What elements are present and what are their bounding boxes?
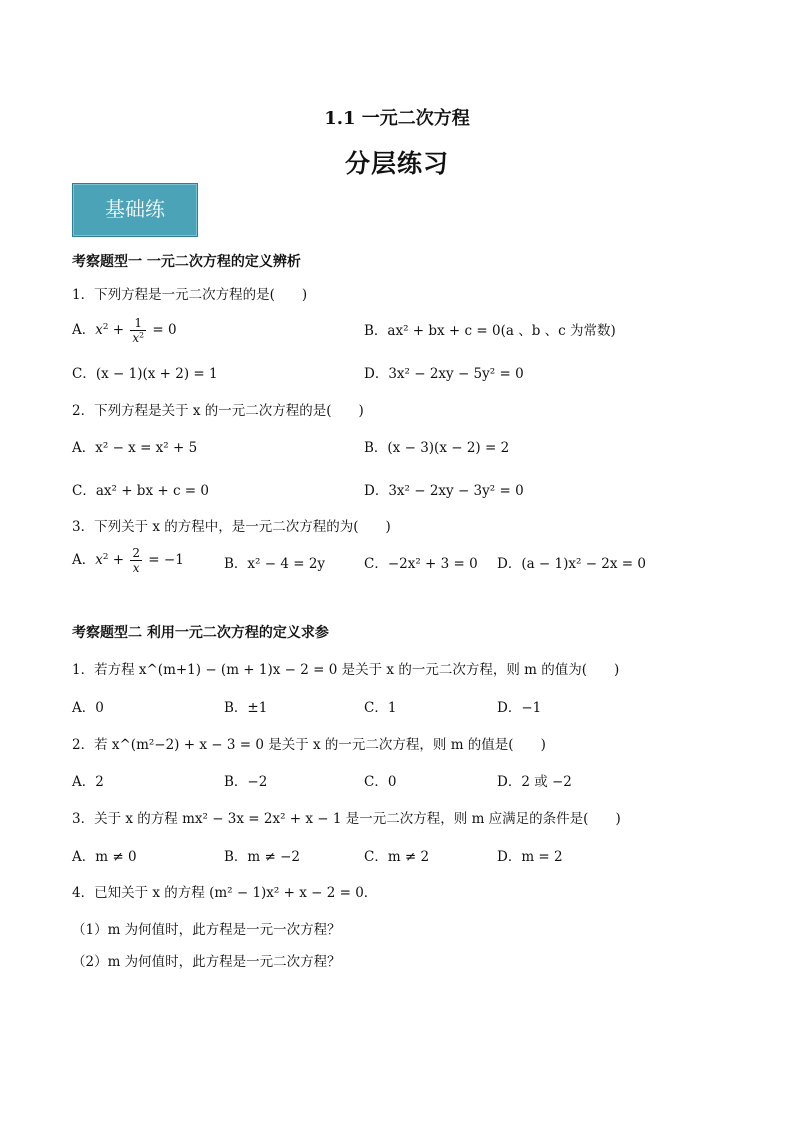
option-b: B．ax² + bx + c = 0(a 、b 、c 为常数) <box>364 323 616 339</box>
option-c: C．m ≠ 2 <box>364 849 430 865</box>
option-c: C．ax² + bx + c = 0 <box>72 483 209 499</box>
option-a: A．$x^2$ + $\frac{1}{x^2}$ = 0 <box>72 316 177 345</box>
question-stem: 4．已知关于 x 的方程 (m² − 1)x² + x − 2 = 0． <box>72 885 378 901</box>
option-a: A．2 <box>72 774 104 790</box>
option-b: B．(x − 3)(x − 2) = 2 <box>364 440 510 456</box>
option-a: A．0 <box>72 700 104 716</box>
question-stem: 2．下列方程是关于 x 的一元二次方程的是( ) <box>72 403 364 419</box>
option-d: D．m = 2 <box>497 849 563 865</box>
section-heading-2: 考察题型二 利用一元二次方程的定义求参 <box>72 625 329 641</box>
question-stem: 2．若 x^(m²−2) + x − 3 = 0 是关于 x 的一元二次方程，则 m 的值是( ) <box>72 737 546 753</box>
question-stem: 3．下列关于 x 的方程中，是一元二次方程的为( ) <box>72 519 391 535</box>
option-d: D．−1 <box>497 700 542 716</box>
option-d: D．2 或 −2 <box>497 774 572 790</box>
option-c: C．1 <box>364 700 397 716</box>
option-a: A．m ≠ 0 <box>72 849 137 865</box>
question-stem: 3．关于 x 的方程 mx² − 3x = 2x² + x − 1 是一元二次方程，则 m 应满足的条件是( ) <box>72 811 621 827</box>
option-b: B．±1 <box>224 700 268 716</box>
level-badge: 基础练 <box>72 183 198 237</box>
option-c: C．−2x² + 3 = 0 <box>364 556 478 572</box>
page-title: 1.1 一元二次方程 <box>324 108 470 129</box>
option-b: B．m ≠ −2 <box>224 849 301 865</box>
sub-question: （2）m 为何值时，此方程是一元二次方程？ <box>72 954 341 970</box>
option-d: D．(a − 1)x² − 2x = 0 <box>497 556 646 572</box>
question-stem: 1．下列方程是一元二次方程的是( ) <box>72 287 308 303</box>
page-subtitle: 分层练习 <box>344 149 449 178</box>
sub-question: （1）m 为何值时，此方程是一元一次方程？ <box>72 922 341 938</box>
option-b: B．x² − 4 = 2y <box>224 556 326 572</box>
option-a: A．$x^2$ + $\frac{2}{x}$ = −1 <box>72 546 184 575</box>
option-b: B．−2 <box>224 774 268 790</box>
option-d: D．3x² − 2xy − 5y² = 0 <box>364 366 524 382</box>
option-d: D．3x² − 2xy − 3y² = 0 <box>364 483 524 499</box>
option-c: C．0 <box>364 774 397 790</box>
question-stem: 1．若方程 x^(m+1) − (m + 1)x − 2 = 0 是关于 x 的一元二次方程，则 m 的值为( ) <box>72 662 620 678</box>
section-heading-1: 考察题型一 一元二次方程的定义辨析 <box>72 254 301 270</box>
option-a: A．x² − x = x² + 5 <box>72 440 198 456</box>
option-c: C．(x − 1)(x + 2) = 1 <box>72 366 218 382</box>
